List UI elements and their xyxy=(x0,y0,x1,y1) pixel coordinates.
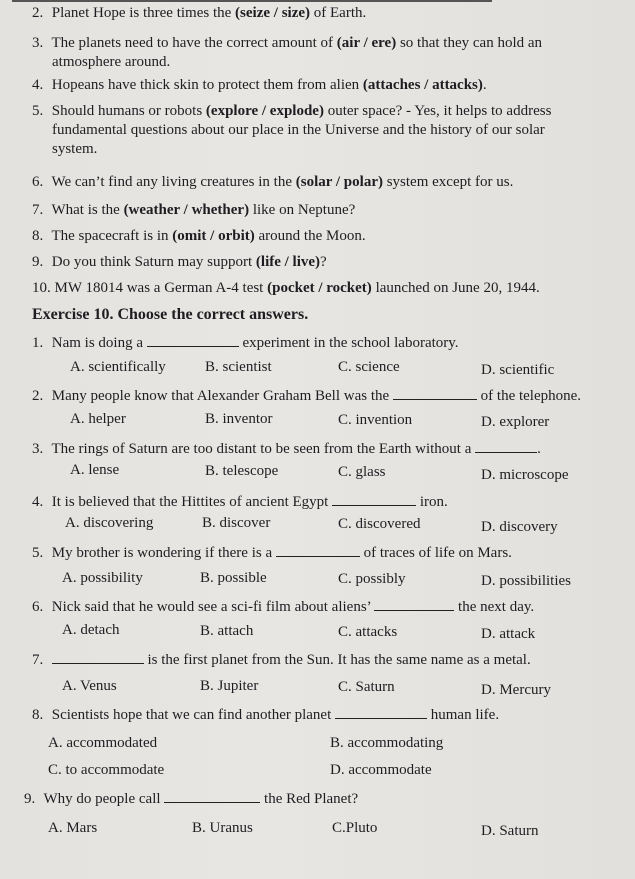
ex10-q6-option-c[interactable]: C. attacks xyxy=(338,624,398,640)
question-6: 6. We can’t find any living creatures in the (solar / polar) system except for us. xyxy=(32,174,514,190)
answer-blank[interactable] xyxy=(335,706,427,719)
question-2: 2. Planet Hope is three times the (seize / size) of Earth. xyxy=(32,5,367,21)
ex10-q8-option-c[interactable]: C. to accommodate xyxy=(48,762,165,778)
ex10-q6-option-a[interactable]: A. detach xyxy=(62,622,120,638)
answer-blank[interactable] xyxy=(52,651,144,664)
ex10-q9-option-c[interactable]: C.Pluto xyxy=(332,820,378,836)
ex10-q8-option-b[interactable]: B. accommodating xyxy=(330,735,444,751)
exercise-10-title: Exercise 10. Choose the correct answers. xyxy=(32,306,309,323)
ex10-q6-option-d[interactable]: D. attack xyxy=(481,626,536,642)
question-7: 7. What is the (weather / whether) like on Neptune? xyxy=(32,202,356,218)
ex10-question-7: 7. is the first planet from the Sun. It has the same name as a metal. xyxy=(32,652,531,668)
ex10-question-4: 4. It is believed that the Hittites of ancient Egypt iron. xyxy=(32,494,448,510)
answer-blank[interactable] xyxy=(276,544,360,557)
ex10-q2-option-d[interactable]: D. explorer xyxy=(481,414,550,430)
ex10-q6-option-b[interactable]: B. attach xyxy=(200,623,254,639)
ex10-question-9: 9. Why do people call the Red Planet? xyxy=(24,791,359,807)
ex10-q8-option-d[interactable]: D. accommodate xyxy=(330,762,432,778)
ex10-q3-option-d[interactable]: D. microscope xyxy=(481,467,569,483)
top-rule xyxy=(12,0,492,2)
answer-blank[interactable] xyxy=(147,334,239,347)
ex10-q3-option-a[interactable]: A. lense xyxy=(70,462,120,478)
ex10-q7-option-a[interactable]: A. Venus xyxy=(62,678,117,694)
answer-blank[interactable] xyxy=(475,440,537,453)
ex10-q3-option-b[interactable]: B. telescope xyxy=(205,463,279,479)
ex10-q5-option-c[interactable]: C. possibly xyxy=(338,571,406,587)
answer-blank[interactable] xyxy=(374,598,454,611)
ex10-q4-option-c[interactable]: C. discovered xyxy=(338,516,421,532)
question-10: 10. MW 18014 was a German A-4 test (pocket / rocket) launched on June 20, 1944. xyxy=(32,280,540,296)
answer-blank[interactable] xyxy=(393,387,477,400)
ex10-q7-option-c[interactable]: C. Saturn xyxy=(338,679,395,695)
ex10-q1-option-a[interactable]: A. scientifically xyxy=(70,359,166,375)
answer-blank[interactable] xyxy=(332,493,416,506)
ex10-q8-option-a[interactable]: A. accommodated xyxy=(48,735,158,751)
ex10-q7-option-b[interactable]: B. Jupiter xyxy=(200,678,259,694)
question-5: 5. Should humans or robots (explore / explode) outer space? - Yes, it helps to address fundamental questions about our place in the Universe and the history of our solar system. xyxy=(32,103,552,157)
question-8: 8. The spacecraft is in (omit / orbit) around the Moon. xyxy=(32,228,366,244)
ex10-q5-option-a[interactable]: A. possibility xyxy=(62,570,143,586)
ex10-q9-option-a[interactable]: A. Mars xyxy=(48,820,98,836)
ex10-question-6: 6. Nick said that he would see a sci-fi film about aliens’ the next day. xyxy=(32,599,535,615)
ex10-q9-option-d[interactable]: D. Saturn xyxy=(481,823,539,839)
ex10-q4-option-b[interactable]: B. discover xyxy=(202,515,271,531)
ex10-question-2: 2. Many people know that Alexander Graham Bell was the of the telephone. xyxy=(32,388,582,404)
ex10-q1-option-c[interactable]: C. science xyxy=(338,359,400,375)
ex10-q3-option-c[interactable]: C. glass xyxy=(338,464,386,480)
ex10-question-5: 5. My brother is wondering if there is a of traces of life on Mars. xyxy=(32,545,512,561)
ex10-q2-option-b[interactable]: B. inventor xyxy=(205,411,273,427)
ex10-q9-option-b[interactable]: B. Uranus xyxy=(192,820,253,836)
ex10-question-3: 3. The rings of Saturn are too distant to be seen from the Earth without a . xyxy=(32,441,541,457)
ex10-q7-option-d[interactable]: D. Mercury xyxy=(481,682,551,698)
ex10-q1-option-d[interactable]: D. scientific xyxy=(481,362,555,378)
ex10-q4-option-d[interactable]: D. discovery xyxy=(481,519,558,535)
answer-blank[interactable] xyxy=(164,790,260,803)
ex10-q5-option-b[interactable]: B. possible xyxy=(200,570,267,586)
ex10-question-8: 8. Scientists hope that we can find another planet human life. xyxy=(32,707,500,723)
ex10-q4-option-a[interactable]: A. discovering xyxy=(65,515,154,531)
ex10-q1-option-b[interactable]: B. scientist xyxy=(205,359,272,375)
ex10-question-1: 1. Nam is doing a experiment in the school laboratory. xyxy=(32,335,459,351)
question-9: 9. Do you think Saturn may support (life / live)? xyxy=(32,254,327,270)
question-3: 3. The planets need to have the correct amount of (air / ere) so that they can hold an atmosphere around. xyxy=(32,35,543,70)
ex10-q2-option-a[interactable]: A. helper xyxy=(70,411,126,427)
ex10-q5-option-d[interactable]: D. possibilities xyxy=(481,573,572,589)
question-4: 4. Hopeans have thick skin to protect them from alien (attaches / attacks). xyxy=(32,77,487,93)
ex10-q2-option-c[interactable]: C. invention xyxy=(338,412,413,428)
